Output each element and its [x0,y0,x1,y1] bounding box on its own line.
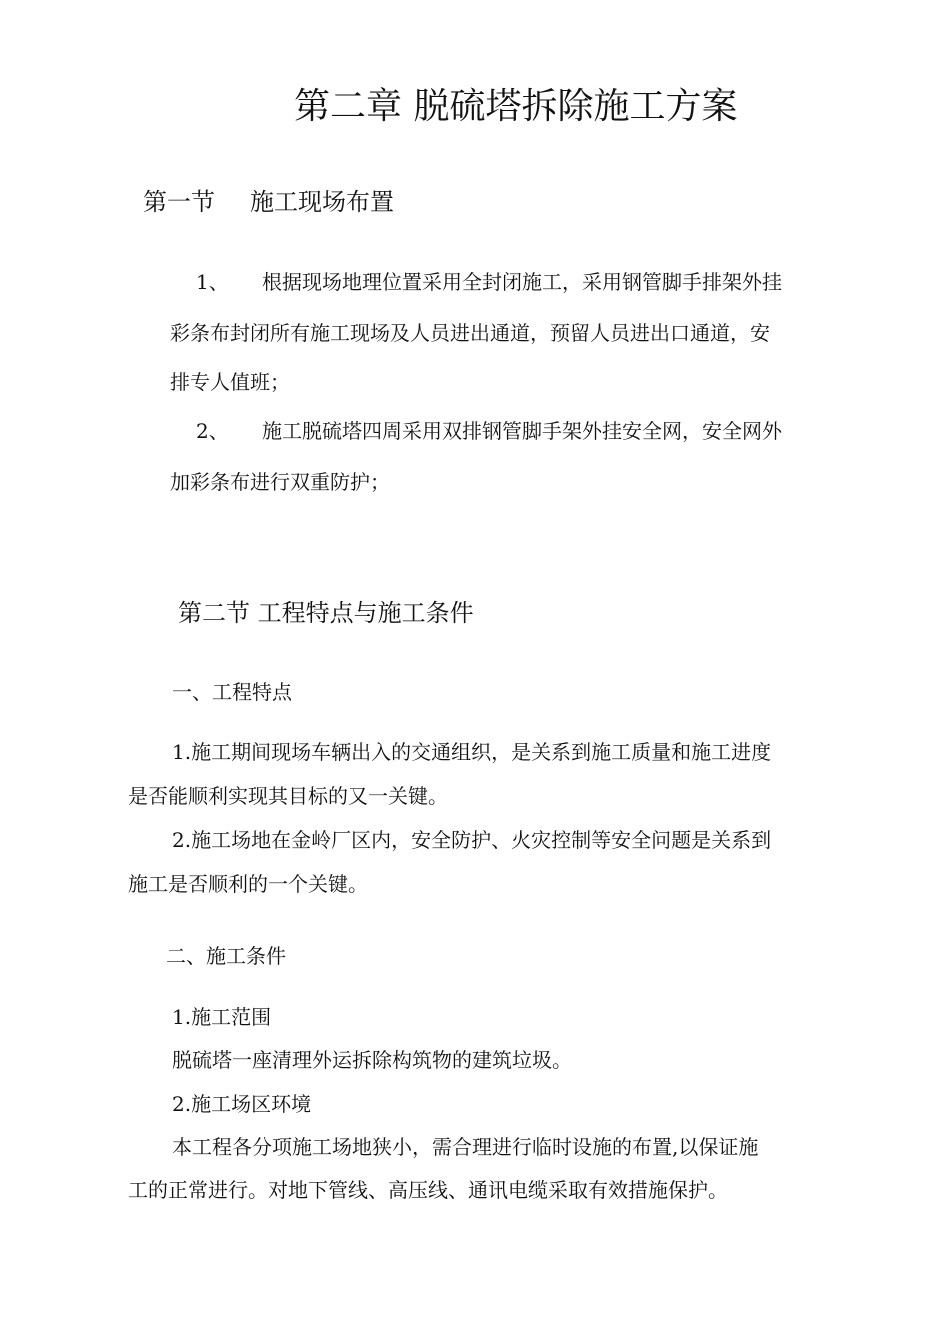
part2-heading: 二、施工条件 [166,944,286,968]
feature1-line2: 是否能顺利实现其目标的又一关键。 [128,784,448,808]
feature2-line1: 2.施工场地在金岭厂区内，安全防护、火灾控制等安全问题是关系到 [172,828,772,852]
feature1-line1: 1.施工期间现场车辆出入的交通组织，是关系到施工质量和施工进度 [172,740,772,764]
chapter-title: 第二章 脱硫塔拆除施工方案 [294,86,738,127]
section2-heading: 第二节 工程特点与施工条件 [178,599,474,627]
item2-line1: 施工脱硫塔四周采用双排钢管脚手架外挂安全网，安全网外 [262,419,782,443]
item1-line3: 排专人值班； [170,370,290,394]
item1-line1: 根据现场地理位置采用全封闭施工，采用钢管脚手排架外挂 [262,270,782,294]
scope-text: 脱硫塔一座清理外运拆除构筑物的建筑垃圾。 [172,1048,572,1072]
section1-heading-number: 第一节 [143,188,215,216]
item2-number: 2、 [196,419,229,443]
environment-line2: 工的正常进行。对地下管线、高压线、通讯电缆采取有效措施保护。 [128,1178,728,1202]
part1-heading: 一、工程特点 [172,680,292,704]
item2-line2: 加彩条布进行双重防护； [170,470,390,494]
environment-title: 2.施工场区环境 [172,1092,312,1116]
item1-number: 1、 [196,270,229,294]
section1-heading-text: 施工现场布置 [250,188,394,216]
feature2-line2: 施工是否顺利的一个关键。 [128,872,368,896]
environment-line1: 本工程各分项施工场地狭小，需合理进行临时设施的布置,以保证施 [172,1135,759,1159]
item1-line2: 彩条布封闭所有施工现场及人员进出通道，预留人员进出口通道，安 [170,321,770,345]
scope-title: 1.施工范围 [172,1005,272,1029]
